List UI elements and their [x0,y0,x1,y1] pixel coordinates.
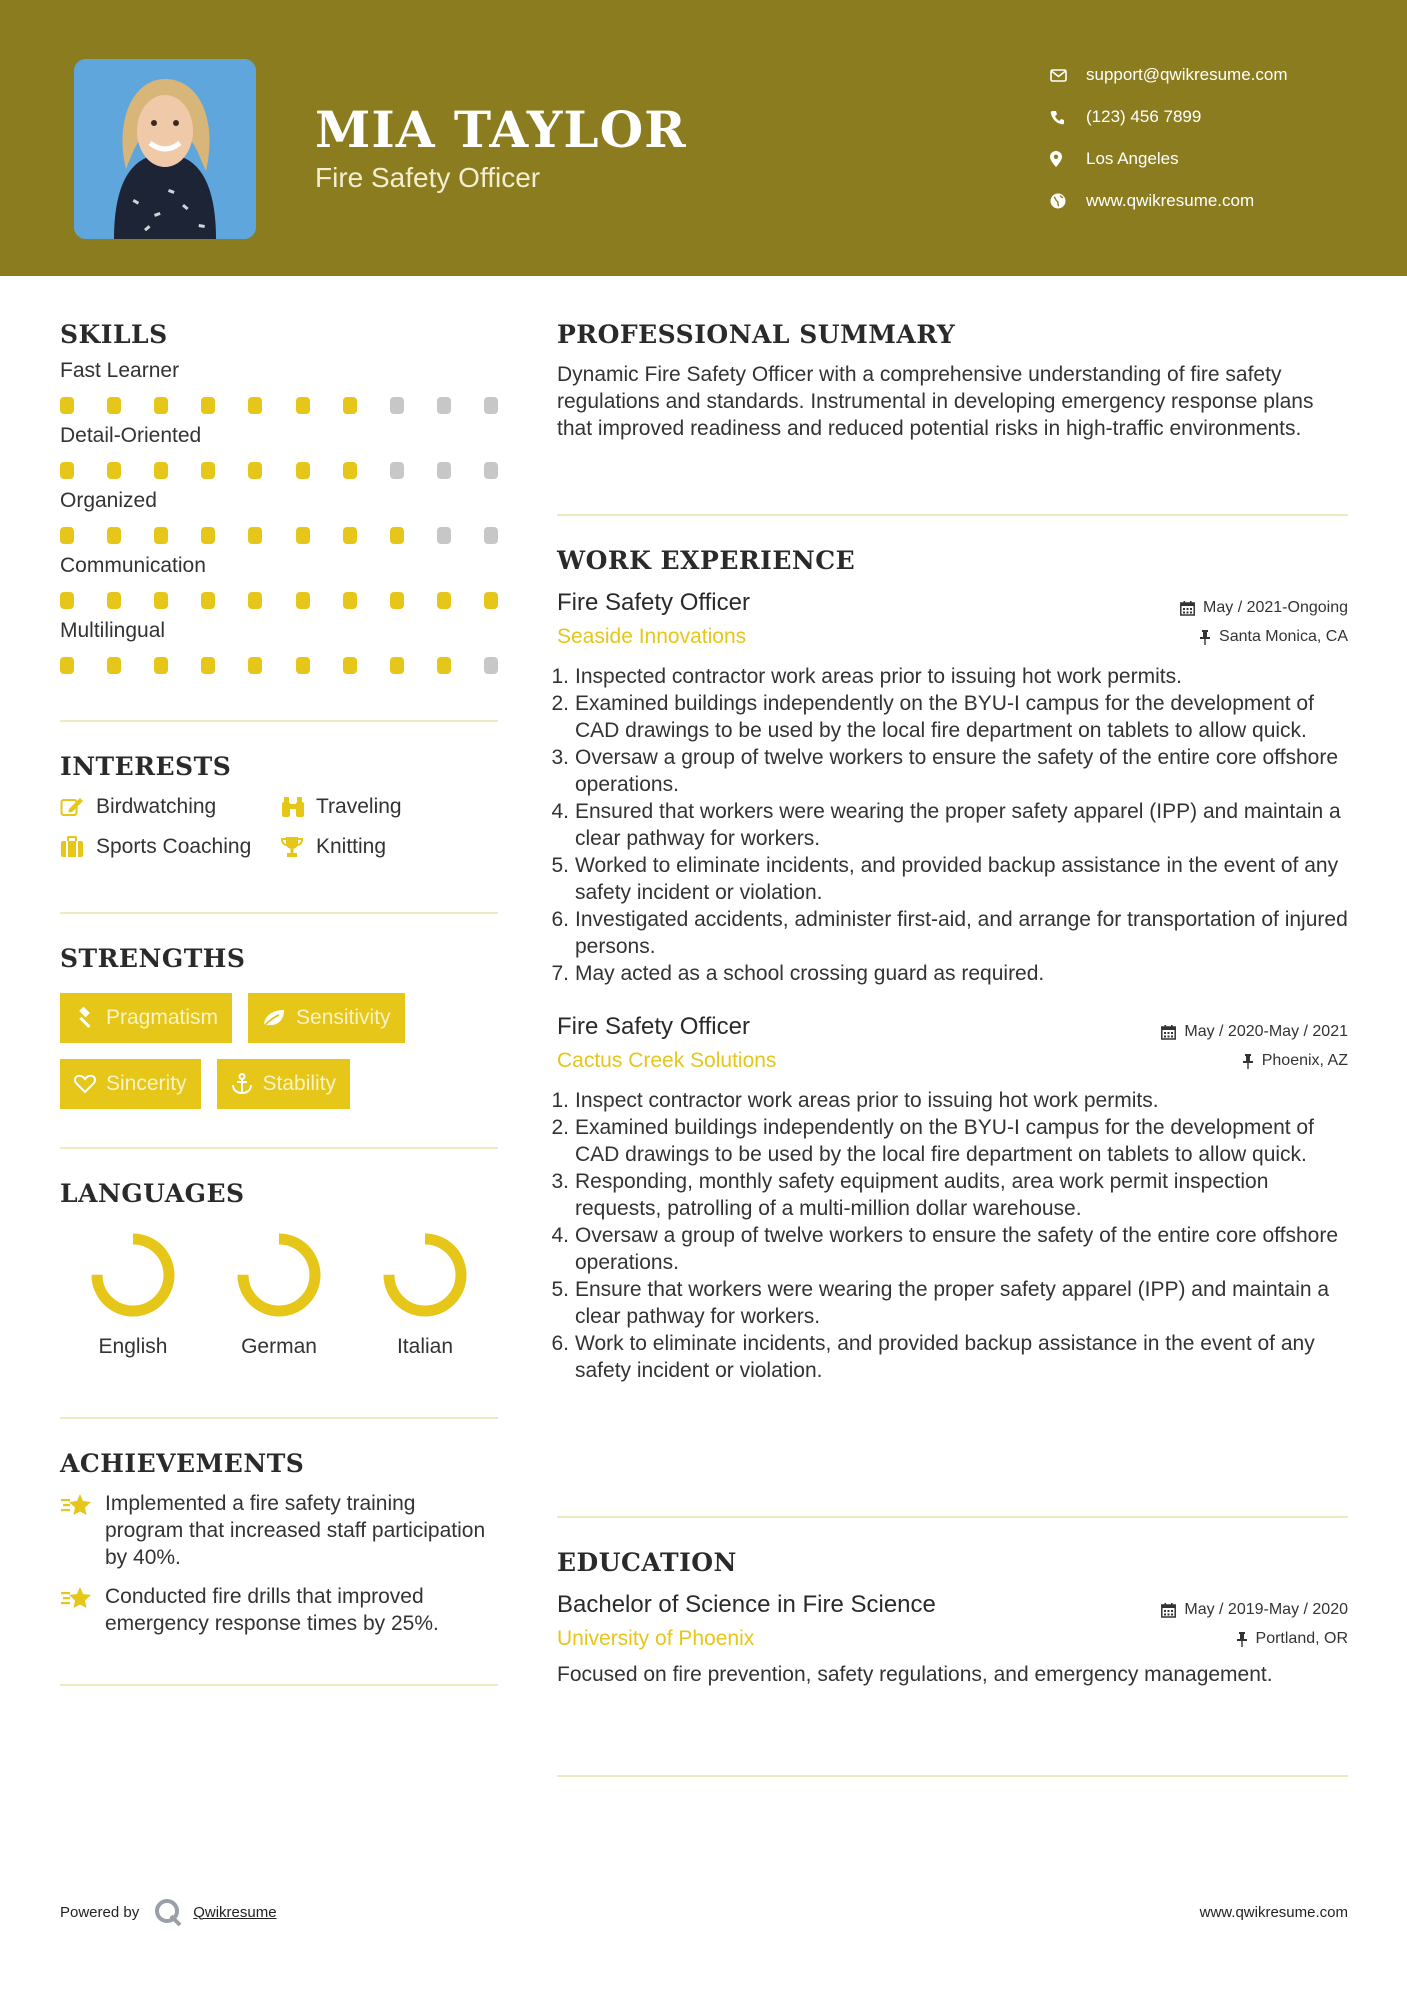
job-bullet [551,1276,1348,1330]
job-bullet [551,798,1348,852]
job-company: Cactus Creek Solutions [557,1049,777,1072]
education-degree: Bachelor of Science in Fire Science [557,1591,936,1618]
education-location-text: Portland, OR [1255,1630,1348,1647]
bullet-text: Responding, monthly safety equipment audits, area work permit inspection requests, patrolling of a multi-million dollar warehouse. [575,1170,1269,1220]
interest-label: Traveling [316,795,402,818]
section-divider [60,1684,498,1686]
job-bullet [551,1168,1348,1222]
job-dates [1180,599,1348,617]
bullet-number: 3. [551,1170,569,1193]
strength-tag [60,1059,201,1109]
languages-list [60,1230,498,1359]
rating-dot-empty [437,462,451,479]
footer [60,1898,1348,1926]
rating-dot-filled [248,657,262,674]
interest-item [280,795,498,819]
interests-heading: INTERESTS [60,752,232,781]
job-location [1199,628,1348,646]
bullet-number: 4. [551,800,569,823]
section-divider [557,1775,1348,1777]
bullet-text: Oversaw a group of twelve workers to ensure the safety of the entire core offshore operations. [575,1224,1339,1274]
language-ring [88,1230,178,1320]
rating-dot-filled [154,657,168,674]
interests-section [60,722,498,912]
calendar-icon [1161,1025,1176,1040]
bullet-number: 1. [551,1089,569,1112]
rating-dot-filled [390,527,404,544]
bullet-text: Work to eliminate incidents, and provided backup assistance in the event of any safety incident or violation. [575,1332,1315,1382]
rating-dot-filled [60,527,74,544]
rating-dot-empty [484,462,498,479]
job-title: Fire Safety Officer [557,589,750,616]
rating-dot-empty [437,397,451,414]
strength-tag [217,1059,351,1109]
contact-phone[interactable] [1050,96,1288,138]
skills-section [60,320,498,720]
interests-list [60,795,498,859]
job-bullets [551,1087,1348,1384]
skill-name: Detail-Oriented [60,424,202,447]
contact-phone-text: (123) 456 7899 [1086,107,1202,126]
rating-dot-filled [201,527,215,544]
job-bullet [551,663,1348,690]
education-head [557,1591,1348,1619]
rating-dot-filled [390,657,404,674]
footer-website[interactable]: www.qwikresume.com [1199,1903,1348,1921]
pushpin-icon [1236,1632,1248,1647]
bullet-number: 6. [551,1332,569,1355]
rating-dot-empty [390,397,404,414]
bullet-text: Examined buildings independently on the BYU-I campus for the development of CAD drawings to be used by the local fire department on tablets to allow quick. [575,692,1314,742]
rating-dot-filled [390,592,404,609]
bullet-number: 5. [551,854,569,877]
rating-dot-filled [343,592,357,609]
achievement-text: Implemented a fire safety training program that increased staff participation by 40%. [105,1492,486,1569]
star-icon [60,1490,105,1571]
candidate-name: MIA TAYLOR [315,100,687,159]
jobs-list [551,589,1348,1384]
rating-dot-filled [343,397,357,414]
contact-email-text: support@qwikresume.com [1086,65,1288,84]
rating-dot-filled [248,397,262,414]
education-section [557,1518,1348,1775]
skill-name: Communication [60,554,206,577]
job-bullet [551,1114,1348,1168]
powered-by-text: Powered by [60,1903,140,1921]
languages-section [60,1149,498,1417]
leaf-icon [262,1008,286,1028]
gavel-icon [74,1007,96,1029]
strength-label: Stability [262,1072,337,1095]
job-bullet [551,852,1348,906]
job-subhead [557,1049,1348,1073]
experience-heading: WORK EXPERIENCE [557,546,856,575]
rating-dot-filled [296,657,310,674]
trophy-icon [280,836,316,858]
job-subhead [557,625,1348,649]
contact-location [1050,138,1288,180]
bullet-text: Examined buildings independently on the BYU-I campus for the development of CAD drawings to be used by the local fire department on tablets to allow quick. [575,1116,1314,1166]
envelope-icon [1050,69,1086,82]
education-school: University of Phoenix [557,1627,755,1650]
anchor-icon [231,1073,253,1095]
rating-dot-filled [201,397,215,414]
rating-dot-filled [60,592,74,609]
bullet-text: Inspected contractor work areas prior to issuing hot work permits. [575,665,1182,688]
map-pin-icon [1050,151,1086,167]
bullet-number: 5. [551,1278,569,1301]
rating-dot-filled [296,397,310,414]
rating-dot-filled [107,397,121,414]
skill-rating [60,397,498,414]
bullet-text: Ensure that workers were wearing the proper safety apparel (IPP) and maintain a clear pathway for workers. [575,1278,1330,1328]
bullet-text: Oversaw a group of twelve workers to ensure the safety of the entire core offshore operations. [575,746,1339,796]
rating-dot-filled [107,462,121,479]
strength-tag [60,993,232,1043]
language-item [352,1230,498,1359]
qwikresume-logo-icon [153,1898,183,1926]
bullet-text: Investigated accidents, administer first-aid, and arrange for transportation of injured persons. [575,908,1348,958]
rating-dot-filled [60,657,74,674]
skill-rating [60,592,498,609]
achievement-text: Conducted fire drills that improved emergency response times by 25%. [105,1585,439,1635]
education-dates [1161,1601,1348,1619]
education-location [1236,1630,1348,1648]
bullet-number: 7. [551,962,569,985]
rating-dot-filled [154,592,168,609]
achievement-item [60,1490,498,1571]
language-name: German [241,1335,317,1358]
contact-email[interactable] [1050,54,1288,96]
bullet-text: Ensured that workers were wearing the proper safety apparel (IPP) and maintain a clear pathway for workers. [575,800,1341,850]
rating-dot-filled [201,592,215,609]
job-bullet [551,906,1348,960]
job-dates-text: May / 2021-Ongoing [1203,599,1348,616]
rating-dot-empty [484,527,498,544]
profile-photo [74,59,256,239]
interest-label: Sports Coaching [96,835,252,858]
education-subhead [557,1627,1348,1651]
rating-dot-empty [437,527,451,544]
job-entry [551,1013,1348,1384]
rating-dot-filled [437,592,451,609]
skill-name: Fast Learner [60,359,180,382]
job-bullets [551,663,1348,987]
job-location-text: Santa Monica, CA [1219,628,1348,645]
rating-dot-filled [484,592,498,609]
achievement-item [60,1583,498,1637]
skills-heading: SKILLS [60,320,168,349]
interest-label: Knitting [316,835,387,858]
interest-item [60,835,280,859]
job-dates-text: May / 2020-May / 2021 [1184,1023,1348,1040]
star-icon [60,1583,105,1637]
bullet-number: 3. [551,746,569,769]
job-bullet [551,744,1348,798]
rating-dot-filled [296,592,310,609]
interest-item [280,835,498,859]
job-head [557,1013,1348,1041]
language-name: Italian [396,1335,454,1358]
language-level-arc [97,1239,169,1311]
strength-label: Pragmatism [106,1006,219,1029]
language-name: English [98,1335,168,1358]
achievements-heading: ACHIEVEMENTS [60,1449,305,1478]
bullet-text: Worked to eliminate incidents, and provided backup assistance in the event of any safety incident or violation. [575,854,1339,904]
candidate-title: Fire Safety Officer [315,162,541,193]
job-dates [1161,1023,1348,1041]
rating-dot-filled [107,527,121,544]
skill-rating [60,462,498,479]
job-bullet [551,1330,1348,1384]
skill-name: Organized [60,489,157,512]
achievements-section [60,1419,498,1684]
strength-label: Sincerity [106,1072,187,1095]
globe-icon [1050,193,1086,209]
bullet-text: May acted as a school crossing guard as required. [575,962,1045,985]
bullet-number: 2. [551,1116,569,1139]
binoculars-icon [280,796,316,818]
job-bullet [551,1222,1348,1276]
job-entry [551,589,1348,987]
strengths-heading: STRENGTHS [60,944,246,973]
skill-name: Multilingual [60,619,166,642]
experience-section [551,516,1348,1516]
education-description: Focused on fire prevention, safety regulations, and emergency management. [557,1663,1273,1686]
summary-text: Dynamic Fire Safety Officer with a comprehensive understanding of fire safety regulations and standards. Instrumental in developing emergency response plans that improved readiness and reduced potential risks in high-traffic environments. [557,363,1314,440]
rating-dot-filled [296,462,310,479]
skill-rating [60,527,498,544]
job-bullet [551,960,1348,987]
contact-list [1050,54,1288,222]
job-location [1242,1052,1348,1070]
job-bullet [551,1087,1348,1114]
rating-dot-filled [201,462,215,479]
interest-item [60,795,280,819]
interest-label: Birdwatching [96,795,217,818]
pushpin-icon [1242,1054,1254,1069]
education-dates-text: May / 2019-May / 2020 [1184,1601,1348,1618]
edit-icon [60,796,96,818]
rating-dot-filled [343,462,357,479]
right-column [551,320,1348,1777]
rating-dot-filled [154,527,168,544]
summary-section [557,320,1348,514]
rating-dot-empty [390,462,404,479]
rating-dot-filled [343,657,357,674]
skills-list [60,359,498,674]
pushpin-icon [1199,630,1211,645]
phone-icon [1050,110,1086,125]
strengths-section [60,914,498,1147]
summary-heading: PROFESSIONAL SUMMARY [557,320,956,349]
rating-dot-filled [107,592,121,609]
calendar-icon [1180,601,1195,616]
rating-dot-filled [248,462,262,479]
rating-dot-filled [437,657,451,674]
language-ring [234,1230,324,1320]
rating-dot-filled [154,462,168,479]
bullet-number: 6. [551,908,569,931]
bullet-number: 4. [551,1224,569,1247]
strength-tag [248,993,405,1043]
qwikresume-link[interactable]: Qwikresume [193,1903,277,1921]
job-location-text: Phoenix, AZ [1261,1052,1348,1069]
contact-website[interactable] [1050,180,1288,222]
rating-dot-filled [248,527,262,544]
briefcase-icon [60,836,96,858]
skill-rating [60,657,498,674]
rating-dot-filled [201,657,215,674]
job-head [557,589,1348,617]
bullet-number: 1. [551,665,569,688]
calendar-icon [1161,1603,1176,1618]
job-bullet [551,690,1348,744]
job-company: Seaside Innovations [557,625,747,648]
contact-website-text: www.qwikresume.com [1086,191,1255,210]
rating-dot-empty [484,397,498,414]
strengths-list [60,993,498,1109]
rating-dot-filled [154,397,168,414]
rating-dot-filled [107,657,121,674]
left-column [60,320,498,1686]
education-heading: EDUCATION [557,1548,737,1577]
strength-label: Sensitivity [296,1006,391,1029]
rating-dot-empty [484,657,498,674]
language-item [206,1230,352,1359]
heart-icon [74,1074,96,1094]
language-item [60,1230,206,1359]
powered-by [60,1898,277,1926]
bullet-text: Inspect contractor work areas prior to issuing hot work permits. [575,1089,1159,1112]
job-title: Fire Safety Officer [557,1013,750,1040]
language-ring [380,1230,470,1320]
language-level-arc [389,1239,461,1311]
rating-dot-filled [60,462,74,479]
rating-dot-filled [343,527,357,544]
language-level-arc [243,1239,315,1311]
resume-header [0,0,1407,276]
rating-dot-filled [248,592,262,609]
bullet-number: 2. [551,692,569,715]
languages-heading: LANGUAGES [60,1179,245,1208]
rating-dot-filled [60,397,74,414]
contact-location-text: Los Angeles [1086,149,1179,168]
rating-dot-filled [296,527,310,544]
